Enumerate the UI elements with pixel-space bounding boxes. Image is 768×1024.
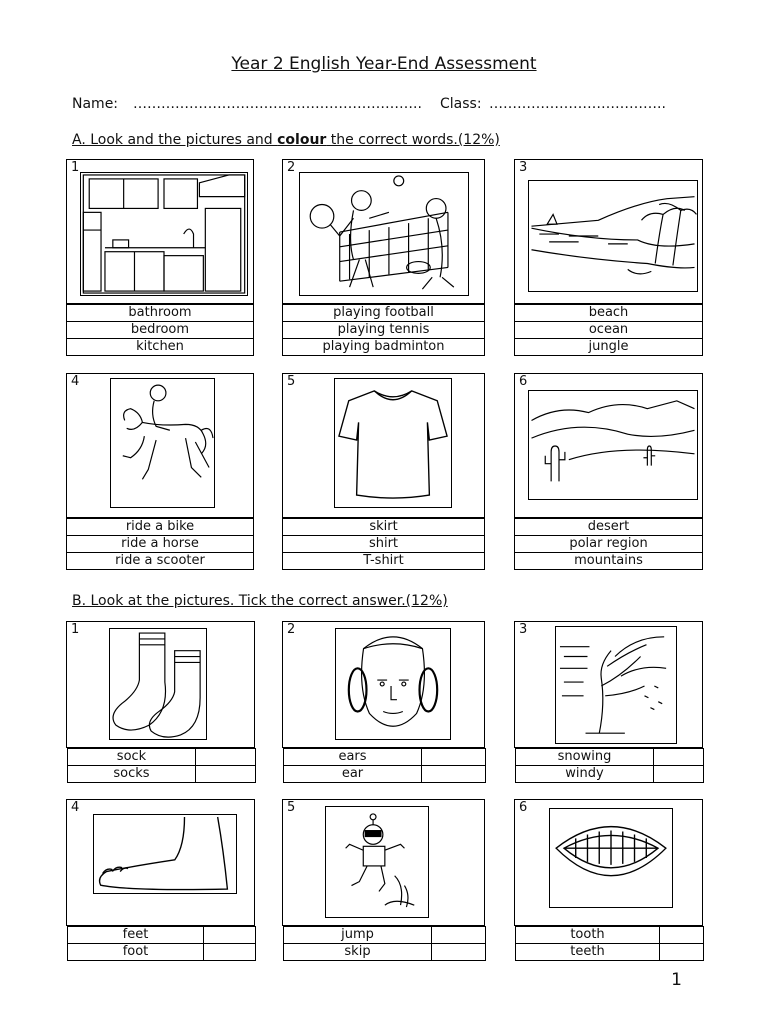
- answer-label: windy: [516, 766, 654, 782]
- page-number: 1: [671, 970, 682, 990]
- tick-row: [67, 748, 256, 766]
- item-number: 5: [287, 800, 296, 815]
- tick-box[interactable]: [432, 944, 485, 960]
- answer-option[interactable]: skirt: [282, 518, 485, 536]
- class-field[interactable]: ………………………………..: [489, 96, 666, 112]
- foot-picture: [93, 814, 237, 894]
- answer-label: snowing: [516, 749, 654, 765]
- answer-label: ear: [284, 766, 422, 782]
- tick-row: [515, 748, 704, 766]
- answer-label: sock: [68, 749, 196, 765]
- tick-row: [515, 926, 704, 944]
- robot-jumping-picture: [325, 806, 429, 918]
- section-b-item-4: [66, 799, 255, 959]
- tick-row: [283, 943, 486, 961]
- ears-picture: [335, 628, 451, 740]
- horse-rider-picture: [110, 378, 215, 508]
- item-number: 3: [519, 622, 528, 637]
- answer-option[interactable]: bedroom: [66, 321, 254, 339]
- windy-tree-picture: [555, 626, 677, 744]
- answer-label: ears: [284, 749, 422, 765]
- answer-option[interactable]: ride a scooter: [66, 552, 254, 570]
- answer-label: feet: [68, 927, 204, 943]
- answer-option[interactable]: shirt: [282, 535, 485, 553]
- answer-option[interactable]: playing tennis: [282, 321, 485, 339]
- section-a-item-2: [282, 159, 485, 354]
- tick-box[interactable]: [432, 927, 485, 943]
- item-number: 5: [287, 374, 296, 389]
- answer-option[interactable]: T-shirt: [282, 552, 485, 570]
- tick-box[interactable]: [204, 927, 255, 943]
- answer-option[interactable]: ride a horse: [66, 535, 254, 553]
- section-a-item-1: [66, 159, 254, 354]
- section-b-item-5: [282, 799, 485, 959]
- section-a-item-6: [514, 373, 703, 568]
- item-number: 2: [287, 160, 296, 175]
- tick-box[interactable]: [204, 944, 255, 960]
- name-label: Name:: [72, 96, 119, 112]
- section-b-item-1: [66, 621, 255, 781]
- section-a-item-3: [514, 159, 703, 354]
- item-number: 6: [519, 800, 528, 815]
- tick-box[interactable]: [660, 927, 703, 943]
- answer-option[interactable]: mountains: [514, 552, 703, 570]
- beach-picture: [528, 180, 698, 292]
- answer-label: skip: [284, 944, 432, 960]
- answer-option[interactable]: polar region: [514, 535, 703, 553]
- tick-row: [67, 765, 256, 783]
- answer-option[interactable]: jungle: [514, 338, 703, 356]
- socks-picture: [109, 628, 207, 740]
- item-number: 6: [519, 374, 528, 389]
- name-field[interactable]: ……………………………………………………..: [133, 96, 422, 112]
- section-a-item-4: [66, 373, 254, 568]
- answer-option[interactable]: kitchen: [66, 338, 254, 356]
- answer-option[interactable]: bathroom: [66, 304, 254, 322]
- teeth-picture: [549, 808, 673, 908]
- answer-option[interactable]: beach: [514, 304, 703, 322]
- tick-row: [283, 926, 486, 944]
- tick-box[interactable]: [196, 766, 255, 782]
- answer-label: socks: [68, 766, 196, 782]
- answer-option[interactable]: ocean: [514, 321, 703, 339]
- tick-box[interactable]: [660, 944, 703, 960]
- answer-label: jump: [284, 927, 432, 943]
- item-number: 1: [71, 160, 80, 175]
- tick-row: [283, 748, 486, 766]
- tick-box[interactable]: [654, 749, 703, 765]
- tick-box[interactable]: [196, 749, 255, 765]
- item-number: 1: [71, 622, 80, 637]
- tick-box[interactable]: [654, 766, 703, 782]
- answer-option[interactable]: desert: [514, 518, 703, 536]
- section-b-item-3: [514, 621, 703, 781]
- answer-option[interactable]: playing badminton: [282, 338, 485, 356]
- section-b-item-6: [514, 799, 703, 959]
- tennis-picture: [299, 172, 469, 296]
- section-b-heading: B. Look at the pictures. Tick the correct answer.(12%): [72, 593, 448, 609]
- section-b-item-2: [282, 621, 485, 781]
- desert-picture: [528, 390, 698, 500]
- answer-label: teeth: [516, 944, 660, 960]
- answer-option[interactable]: ride a bike: [66, 518, 254, 536]
- answer-label: tooth: [516, 927, 660, 943]
- item-number: 4: [71, 800, 80, 815]
- answer-label: foot: [68, 944, 204, 960]
- answer-option[interactable]: playing football: [282, 304, 485, 322]
- tick-row: [515, 765, 704, 783]
- class-label: Class:: [440, 96, 482, 112]
- item-number: 2: [287, 622, 296, 637]
- tick-box[interactable]: [422, 749, 485, 765]
- section-a-heading: A. Look and the pictures and colour the correct words.(12%): [72, 132, 500, 148]
- item-number: 3: [519, 160, 528, 175]
- kitchen-picture: [80, 172, 248, 296]
- tick-row: [515, 943, 704, 961]
- tshirt-picture: [334, 378, 452, 508]
- item-number: 4: [71, 374, 80, 389]
- page-title: Year 2 English Year-End Assessment: [231, 54, 537, 74]
- section-a-item-5: [282, 373, 485, 568]
- tick-row: [67, 926, 256, 944]
- tick-row: [283, 765, 486, 783]
- tick-row: [67, 943, 256, 961]
- tick-box[interactable]: [422, 766, 485, 782]
